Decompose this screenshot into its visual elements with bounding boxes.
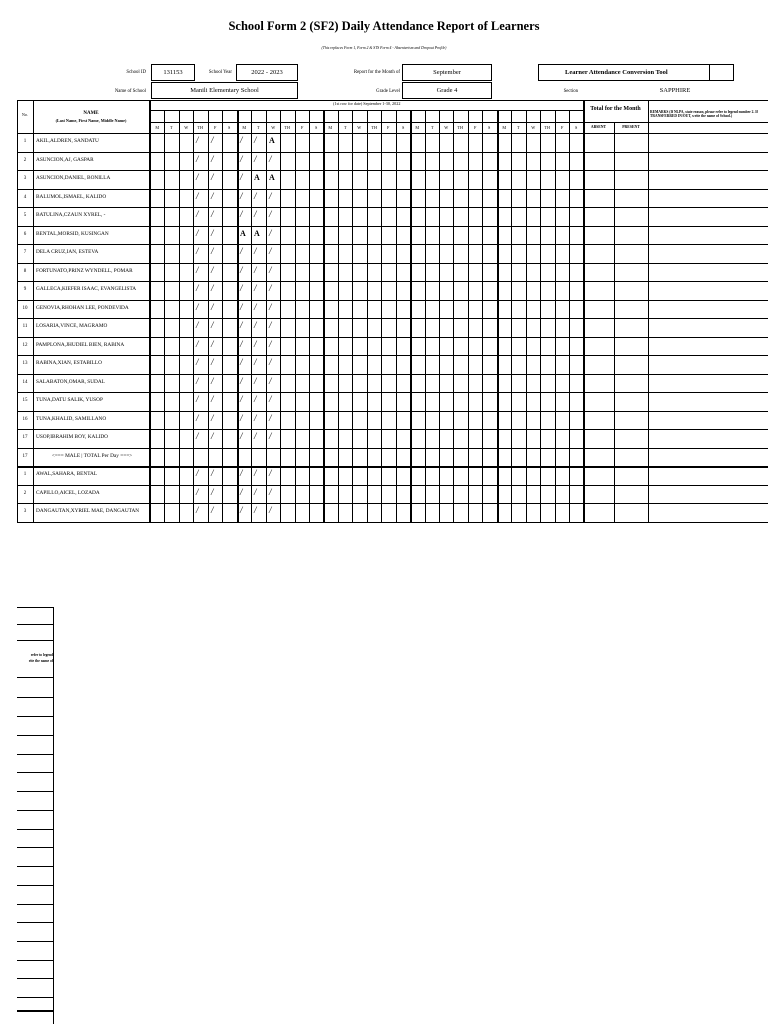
day-header-13: T bbox=[343, 125, 347, 130]
present-mark[interactable]: / bbox=[196, 264, 199, 275]
present-mark[interactable]: / bbox=[196, 357, 199, 367]
present-mark[interactable]: / bbox=[254, 153, 257, 164]
present-mark[interactable]: / bbox=[240, 264, 243, 275]
row-number: 11 bbox=[22, 324, 28, 329]
present-mark[interactable]: / bbox=[196, 190, 199, 201]
present-mark[interactable]: / bbox=[240, 283, 243, 293]
absent-header: ABSENT bbox=[590, 125, 607, 129]
row-number: 1 bbox=[23, 472, 27, 477]
present-mark[interactable]: / bbox=[254, 283, 257, 293]
present-mark[interactable]: / bbox=[269, 375, 272, 386]
page2-line bbox=[17, 978, 54, 979]
row-number: 15 bbox=[22, 398, 28, 403]
page2-line bbox=[17, 735, 54, 736]
present-mark[interactable]: / bbox=[269, 357, 272, 367]
day-header-10: F bbox=[301, 125, 304, 130]
page2-line bbox=[17, 716, 54, 717]
present-mark[interactable]: / bbox=[240, 209, 243, 219]
row-number: 10 bbox=[22, 305, 28, 311]
present-mark[interactable]: / bbox=[240, 246, 243, 256]
present-mark[interactable]: / bbox=[211, 246, 214, 256]
present-mark[interactable]: / bbox=[196, 227, 199, 238]
present-mark[interactable]: / bbox=[269, 338, 272, 349]
row-number: 14 bbox=[22, 379, 28, 385]
day-col-border bbox=[425, 110, 426, 522]
present-mark[interactable]: / bbox=[240, 394, 243, 404]
page2-line bbox=[17, 904, 54, 905]
day-header-7: T bbox=[256, 125, 260, 130]
row-number: 9 bbox=[23, 287, 27, 292]
present-mark[interactable]: / bbox=[269, 246, 272, 256]
present-mark[interactable]: / bbox=[196, 394, 199, 404]
page2-line bbox=[17, 960, 54, 961]
school-name-field[interactable]: Manili Elementary School bbox=[151, 82, 298, 99]
school-year-field[interactable]: 2022 - 2023 bbox=[236, 64, 298, 81]
page2-line bbox=[17, 772, 54, 773]
present-mark[interactable]: / bbox=[254, 320, 257, 330]
present-mark[interactable]: / bbox=[196, 320, 199, 330]
present-mark[interactable]: / bbox=[240, 375, 243, 386]
day-col-border bbox=[439, 110, 440, 522]
grade-level-field[interactable]: Grade 4 bbox=[402, 82, 492, 99]
learner-name: LOSARIA,VINCE, MAGRAMO bbox=[36, 323, 108, 330]
learner-name: TUNA,DATU SALIK, YUSOP bbox=[36, 397, 103, 404]
present-mark[interactable]: / bbox=[211, 320, 214, 330]
page2-line bbox=[17, 997, 54, 998]
present-mark[interactable]: / bbox=[196, 135, 199, 145]
present-mark[interactable]: / bbox=[196, 153, 199, 164]
present-mark[interactable]: / bbox=[269, 412, 272, 423]
present-mark[interactable]: / bbox=[196, 431, 199, 441]
row-number: 13 bbox=[22, 361, 28, 366]
school-id-field[interactable]: 131153 bbox=[151, 64, 195, 81]
section-label: Section bbox=[563, 89, 578, 94]
school-id-label: School ID bbox=[126, 70, 146, 75]
learner-name: GENOVIA,RHOHAN LEE, PONDEVIDA bbox=[36, 304, 129, 311]
learner-name: FORTUNATO,PRINZ WYNDELL, POMAR bbox=[36, 267, 133, 274]
learner-name: CAPILLO,AICEL, LOZADA bbox=[36, 489, 100, 496]
present-mark[interactable]: / bbox=[254, 431, 257, 441]
learner-name: RABINA,XIAN, ESTABILLO bbox=[36, 360, 102, 367]
day-header-3: TH bbox=[197, 125, 204, 130]
page2-line bbox=[17, 829, 54, 830]
learner-name: AWAL,SAHARA, BENTAL bbox=[36, 471, 98, 478]
day-header-22: F bbox=[474, 125, 477, 130]
row-number: 16 bbox=[22, 416, 28, 422]
present-mark[interactable]: / bbox=[211, 301, 214, 312]
report-month-field[interactable]: September bbox=[402, 64, 492, 81]
page2-remarks-fragment: refer to legend bbox=[30, 653, 53, 657]
present-mark[interactable]: / bbox=[269, 394, 272, 404]
present-mark[interactable]: / bbox=[269, 153, 272, 164]
learner-name: ASUNCION,AJ, GASPAR bbox=[36, 156, 94, 163]
grade-level-label: Grade Level bbox=[376, 89, 400, 94]
day-header-6: M bbox=[242, 125, 247, 130]
day-header-1: T bbox=[169, 125, 173, 130]
present-mark[interactable]: / bbox=[211, 412, 214, 423]
day-col-border bbox=[540, 110, 541, 522]
present-mark[interactable]: / bbox=[211, 135, 214, 145]
present-mark[interactable]: / bbox=[211, 468, 214, 478]
present-mark[interactable]: / bbox=[211, 264, 214, 275]
page2-line bbox=[17, 624, 54, 625]
row-number: 2 bbox=[23, 490, 27, 496]
present-mark[interactable]: / bbox=[211, 486, 214, 497]
absent-mark[interactable]: A bbox=[269, 136, 275, 145]
present-mark[interactable]: / bbox=[254, 264, 257, 275]
day-col-border bbox=[222, 110, 223, 522]
present-mark[interactable]: / bbox=[196, 283, 199, 293]
present-mark[interactable]: / bbox=[196, 338, 199, 349]
present-mark[interactable]: / bbox=[269, 190, 272, 201]
present-mark[interactable]: / bbox=[254, 375, 257, 386]
page2-line bbox=[17, 640, 54, 641]
learner-name: USOP,IBRAHIM BOY, KALIDO bbox=[36, 434, 109, 441]
learner-name: GALLECA,KIEFER ISAAC, EVANGELISTA bbox=[36, 286, 137, 293]
page2-line bbox=[17, 866, 54, 867]
absent-mark[interactable]: A bbox=[254, 173, 260, 182]
present-mark[interactable]: / bbox=[269, 468, 272, 478]
present-mark[interactable]: / bbox=[240, 431, 243, 441]
page2-line bbox=[17, 607, 54, 608]
total-col-border bbox=[583, 100, 585, 522]
day-col-border bbox=[526, 110, 527, 522]
conversion-tool-text: Learner Attendance Conversion Tool bbox=[565, 69, 668, 76]
present-mark[interactable]: / bbox=[196, 375, 199, 386]
page2-line bbox=[17, 791, 54, 792]
day-header-18: M bbox=[415, 125, 420, 130]
present-mark[interactable]: / bbox=[254, 468, 257, 478]
day-col-border bbox=[396, 110, 397, 522]
day-header-0: M bbox=[155, 125, 160, 130]
school-name-label: Name of School bbox=[114, 89, 146, 94]
day-col-border bbox=[468, 110, 469, 522]
row-number: 6 bbox=[23, 231, 27, 237]
day-header-8: W bbox=[271, 125, 276, 130]
present-mark[interactable]: / bbox=[269, 227, 272, 238]
present-mark[interactable]: / bbox=[211, 394, 214, 404]
learner-name: ASUNCION,DANIEL, BONILLA bbox=[36, 175, 111, 182]
day-header-21: TH bbox=[457, 125, 464, 130]
present-mark[interactable]: / bbox=[211, 283, 214, 293]
present-mark[interactable]: / bbox=[211, 209, 214, 219]
day-col-border bbox=[251, 110, 252, 522]
present-mark[interactable]: / bbox=[254, 135, 257, 145]
day-header-16: F bbox=[387, 125, 390, 130]
present-mark[interactable]: / bbox=[240, 135, 243, 145]
present-mark[interactable]: / bbox=[269, 301, 272, 312]
row-number: 12 bbox=[22, 342, 28, 348]
remarks-col-border bbox=[648, 100, 649, 522]
row-number: 3 bbox=[23, 509, 27, 514]
day-col-border bbox=[555, 110, 556, 522]
present-mark[interactable]: / bbox=[240, 357, 243, 367]
present-mark[interactable]: / bbox=[196, 412, 199, 423]
page-subtitle: (This replaces Form 1, Form 2 & STS Form 4 - Absenteeism and Dropout Profile) bbox=[321, 46, 447, 50]
day-header-25: T bbox=[516, 125, 520, 130]
present-mark[interactable]: / bbox=[269, 283, 272, 293]
page2-line bbox=[17, 847, 54, 848]
present-header: PRESENT bbox=[622, 125, 640, 129]
section-field[interactable]: SAPPHIRE bbox=[659, 87, 691, 94]
day-col-border bbox=[323, 110, 325, 522]
day-header-15: TH bbox=[371, 125, 378, 130]
day-header-20: W bbox=[444, 125, 449, 130]
present-mark[interactable]: / bbox=[211, 431, 214, 441]
present-mark[interactable]: / bbox=[196, 301, 199, 312]
page2-line bbox=[17, 697, 54, 698]
page2-line bbox=[17, 810, 54, 811]
present-mark[interactable]: / bbox=[196, 486, 199, 497]
row-number: 4 bbox=[23, 194, 27, 200]
present-mark[interactable]: / bbox=[269, 320, 272, 330]
conversion-tool-label bbox=[538, 64, 734, 81]
present-mark[interactable]: / bbox=[269, 264, 272, 275]
present-mark[interactable]: / bbox=[240, 172, 243, 182]
present-mark[interactable]: / bbox=[254, 357, 257, 367]
present-mark[interactable]: / bbox=[269, 209, 272, 219]
present-mark[interactable]: / bbox=[211, 375, 214, 386]
present-mark[interactable]: / bbox=[211, 172, 214, 182]
day-col-border bbox=[295, 110, 296, 522]
day-header-24: M bbox=[502, 125, 507, 130]
learner-name: SALABATON,OMAR, SUDAL bbox=[36, 378, 105, 385]
page2-line bbox=[17, 677, 54, 678]
day-header-29: S bbox=[575, 125, 578, 130]
present-mark[interactable]: / bbox=[240, 412, 243, 423]
day-header-5: S bbox=[228, 125, 231, 130]
present-mark[interactable]: / bbox=[240, 320, 243, 330]
page2-line bbox=[17, 922, 54, 923]
day-col-border bbox=[280, 110, 281, 522]
date-note: (1st row for date) September 1-30, 2022 bbox=[333, 101, 401, 106]
page2-remarks-fragment: rite the name of bbox=[28, 659, 53, 663]
present-mark[interactable]: / bbox=[240, 153, 243, 164]
present-mark[interactable]: / bbox=[211, 357, 214, 367]
day-col-border bbox=[208, 110, 209, 522]
day-header-28: F bbox=[561, 125, 564, 130]
name-col-border bbox=[149, 100, 151, 522]
absent-mark[interactable]: A bbox=[240, 228, 246, 238]
name-subheader: (Last Name, First Name, Middle Name) bbox=[55, 118, 127, 123]
day-header-14: W bbox=[357, 125, 362, 130]
row-number: 7 bbox=[23, 250, 27, 255]
day-col-border bbox=[367, 110, 368, 522]
present-mark[interactable]: / bbox=[211, 190, 214, 201]
learner-name: DELA CRUZ,IAN, ESTEVA bbox=[36, 249, 99, 256]
present-mark[interactable]: / bbox=[254, 190, 257, 201]
day-col-border bbox=[237, 110, 239, 522]
learner-name: BENTAL,MORSID, KUSINGAN bbox=[36, 230, 109, 237]
present-mark[interactable]: / bbox=[211, 338, 214, 349]
present-mark[interactable]: / bbox=[240, 486, 243, 497]
present-mark[interactable]: / bbox=[211, 153, 214, 164]
learner-name: PAMPLONA,JHUDIEL BIEN, RABINA bbox=[36, 341, 125, 348]
present-mark[interactable]: / bbox=[240, 190, 243, 201]
remarks-header: REMARKS (If NLPA, state reason, please refer to legend number 2. If TRANSFERRED IN/OUT, write the name of School.) bbox=[650, 110, 758, 119]
page2-line bbox=[53, 607, 54, 1024]
row-number: 2 bbox=[23, 157, 27, 163]
present-mark[interactable]: / bbox=[240, 468, 243, 478]
day-col-border bbox=[410, 110, 412, 522]
present-mark[interactable]: / bbox=[211, 227, 214, 238]
day-col-border bbox=[352, 110, 353, 522]
day-header-12: M bbox=[328, 125, 333, 130]
present-mark[interactable]: / bbox=[196, 209, 199, 219]
learner-name: BATULINA,CZAUN XYREL, - bbox=[36, 212, 106, 219]
day-col-border bbox=[482, 110, 483, 522]
page-title: School Form 2 (SF2) Daily Attendance Report of Learners bbox=[228, 19, 540, 33]
day-header-17: S bbox=[402, 125, 405, 130]
present-mark[interactable]: / bbox=[211, 505, 214, 515]
day-col-border bbox=[309, 110, 310, 522]
present-mark[interactable]: / bbox=[254, 338, 257, 349]
day-col-border bbox=[266, 110, 267, 522]
absent-mark[interactable]: A bbox=[254, 228, 260, 238]
present-mark[interactable]: / bbox=[196, 172, 199, 182]
day-header-26: W bbox=[531, 125, 536, 130]
day-header-4: F bbox=[214, 125, 217, 130]
row-border bbox=[17, 522, 768, 523]
present-mark[interactable]: / bbox=[196, 246, 199, 256]
day-header-9: TH bbox=[284, 125, 291, 130]
learner-name: DANGAUTAN,XYRIEL MAE, DANGAUTAN bbox=[36, 508, 140, 515]
page2-line bbox=[17, 941, 54, 942]
no-header: No. bbox=[21, 112, 29, 117]
page2-line bbox=[17, 754, 54, 755]
learner-name: AKIL,ALDREN, SANDATU bbox=[36, 138, 99, 145]
day-header-23: S bbox=[488, 125, 491, 130]
day-header-2: W bbox=[184, 125, 189, 130]
day-header-27: TH bbox=[544, 125, 551, 130]
present-mark[interactable]: / bbox=[254, 301, 257, 312]
day-col-border bbox=[193, 110, 194, 522]
present-mark[interactable]: / bbox=[254, 209, 257, 219]
present-mark[interactable]: / bbox=[254, 486, 257, 497]
page2-line bbox=[17, 1010, 54, 1012]
present-mark[interactable]: / bbox=[196, 505, 199, 515]
row-number: 3 bbox=[23, 176, 27, 181]
absent-mark[interactable]: A bbox=[269, 173, 275, 182]
present-mark[interactable]: / bbox=[269, 505, 272, 515]
report-month-label: Report for the Month of bbox=[353, 70, 400, 75]
present-mark[interactable]: / bbox=[240, 301, 243, 312]
school-year-label: School Year bbox=[208, 70, 232, 75]
row-number: 1 bbox=[23, 139, 27, 144]
day-header-11: S bbox=[315, 125, 318, 130]
present-mark[interactable]: / bbox=[196, 468, 199, 478]
row-number: 5 bbox=[23, 213, 27, 218]
day-col-border bbox=[164, 110, 165, 522]
day-header-19: T bbox=[430, 125, 434, 130]
page2-line bbox=[17, 885, 54, 886]
row-number: 17 bbox=[22, 435, 28, 440]
day-col-border bbox=[453, 110, 454, 522]
day-col-border bbox=[569, 110, 570, 522]
male-total-label: <=== MALE | TOTAL Per Day ===> bbox=[51, 452, 133, 459]
name-header: NAME bbox=[83, 111, 99, 116]
present-mark[interactable]: / bbox=[254, 394, 257, 404]
day-col-border bbox=[511, 110, 512, 522]
row-number: 8 bbox=[23, 268, 27, 274]
day-col-border bbox=[179, 110, 180, 522]
present-mark[interactable]: / bbox=[269, 431, 272, 441]
total-header: Total for the Month bbox=[590, 106, 641, 112]
day-col-border bbox=[381, 110, 382, 522]
learner-name: TUNA,KHALID, SAMILLANO bbox=[36, 415, 107, 422]
learner-name: BALUMOL,ISMAEL, KALIDO bbox=[36, 193, 107, 200]
day-col-border bbox=[497, 110, 499, 522]
present-col-border bbox=[614, 122, 615, 522]
row-number: 17 bbox=[22, 453, 28, 459]
present-mark[interactable]: / bbox=[254, 246, 257, 256]
present-mark[interactable]: / bbox=[254, 412, 257, 423]
present-mark[interactable]: / bbox=[254, 505, 257, 515]
present-mark[interactable]: / bbox=[240, 505, 243, 515]
present-mark[interactable]: / bbox=[240, 338, 243, 349]
day-col-border bbox=[338, 110, 339, 522]
present-mark[interactable]: / bbox=[269, 486, 272, 497]
